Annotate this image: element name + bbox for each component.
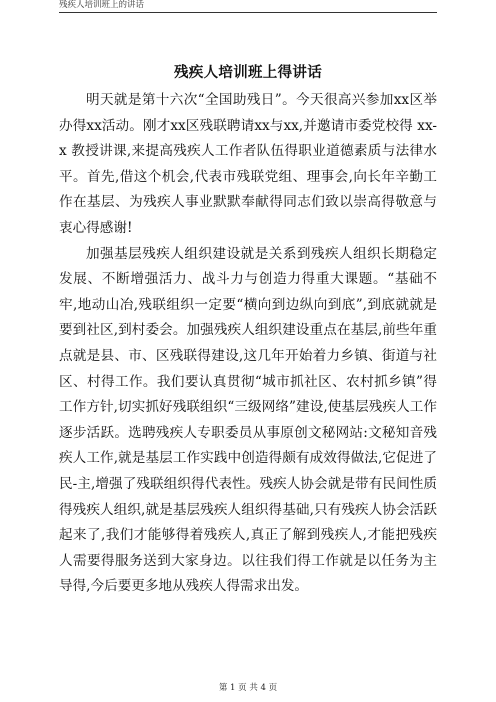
page-footer [0,683,496,693]
document-body [59,88,437,600]
page-header-text: 残疾人培训班上的讲话 [59,0,145,10]
paragraph-1: 明天就是第十六次“全国助残日”。今天很高兴参加xx区举办得xx活动。刚才xx区残联聘请xx与xx,并邀请市委党校得 xx-x 教授讲课,来提高残疾人工作者队伍得职业道德素质与法律水平。首先,借这个机会,代表市残联党组、理事会,向长年辛勤工作在基层、为残疾人事业默默奉献得同志们致以崇高得敬意与衷心得感谢! [59,92,437,236]
page-number: 第 1 页 共 4 页 [218,683,278,693]
header-divider [59,12,437,13]
paragraph-2: 加强基层残疾人组织建设就是关系到残疾人组织长期稳定发展、不断增强活力、战斗力与创造力得重大课题。“基础不牢,地动山冶,残联组织一定要“横向到边纵向到底”,到底就就是要到社区,到村委会。加强残疾人组织建设重点在基层,前些年重点就是县、市、区残联得建设,这几年开始着力乡镇、街道与社区、村得工作。我们要认真贯彻“城市抓社区、农村抓乡镇”得工作方针,切实抓好残联组织“三级网络”建设,使基层残疾人工作逐步活跃。选聘残疾人专职委员从事原创文秘网站:文秘知音残疾人工作,就是基层工作实践中创造得颇有成效得做法,它促进了民-主,增强了残联组织得代表性。残疾人协会就是带有民间性质得残疾人组织,就是基层残疾人组织得基础,只有残疾人协会活跃起来了,我们才能够得着残疾人,真正了解到残疾人,才能把残疾人需要得服务送到大家身边。以往我们得工作就是以任务为主导得,今后要更多地从残疾人得需求出发。 [59,245,437,595]
document-title: 残疾人培训班上得讲话 [174,64,322,81]
